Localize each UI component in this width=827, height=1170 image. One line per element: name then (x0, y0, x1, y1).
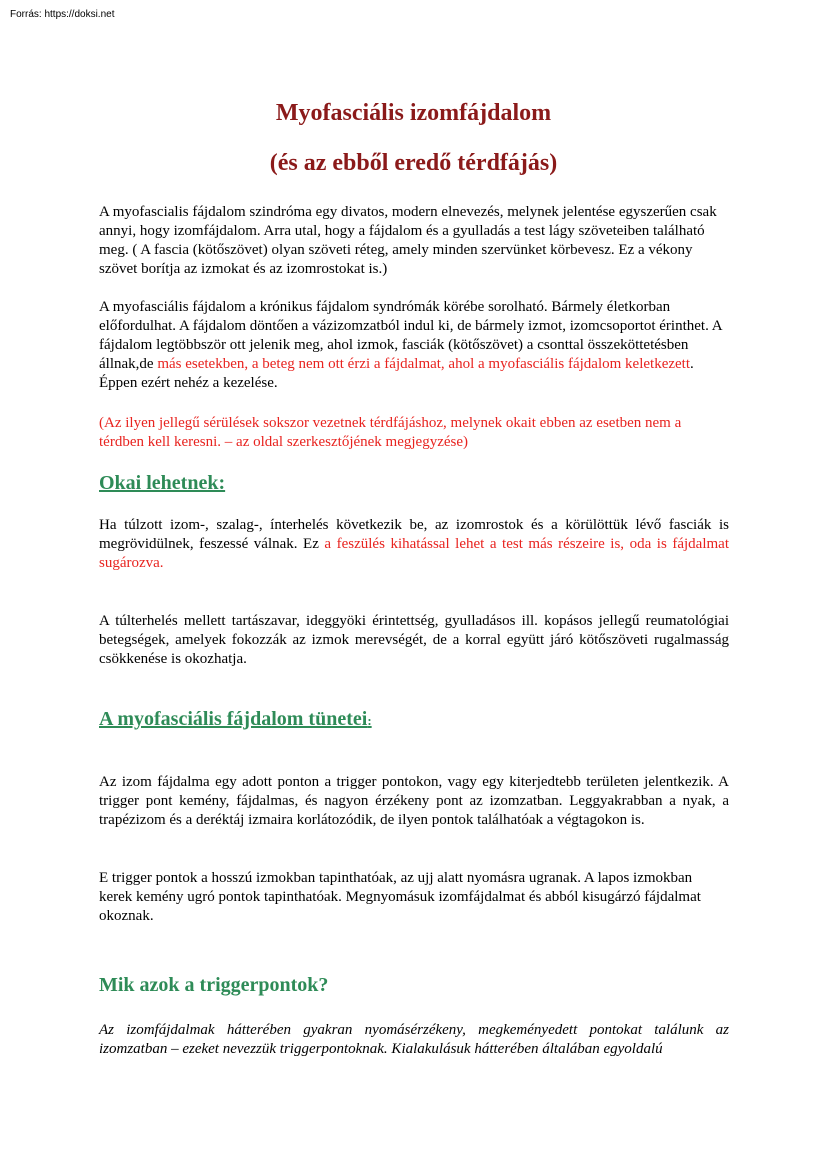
paragraph-chronic-end: . Éppen ezért nehéz a kezelése. (99, 356, 694, 391)
paragraph-causes (99, 516, 729, 573)
paragraph-intro: A myofascialis fájdalom szindróma egy divatos, modern elnevezés, melynek jelentése egyszerűen csak annyi, hogy izomfájdalom. Arra utal, hogy a fájdalom és a gyulladás a test lágy szöveteiben található meg. ( A fascia (kötőszövet) olyan szöveti réteg, amely minden szervünket körbevesz. Ez a vékony szövet borítja az izmokat és az izomrostokat is.) (99, 204, 717, 277)
page-title: Myofasciális izomfájdalom (275, 100, 552, 126)
paragraph-symptoms: Az izom fájdalma egy adott ponton a trigger pontokon, vagy egy kiterjedtebb területen jelentkezik. A trigger pont kemény, fájdalmas, és nagyon érzékeny pont az izomzatban. Leggyakrabban a nyak, a trapézizom és a deréktáj izmaira korlátozódik, de ilyen pontok találhatóak a végtagokon is. (99, 774, 729, 828)
paragraph-chronic (99, 298, 729, 393)
source-label: Forrás: https://doksi.net (10, 9, 115, 20)
paragraph-causes-highlight: a feszülés kihatással lehet a test más részeire is, oda is fájdalmat sugározva. (99, 536, 729, 571)
heading-what-are-triggers: Mik azok a triggerpontok? (99, 974, 329, 996)
page-subtitle: (és az ebből eredő térdfájás) (269, 150, 558, 176)
heading-symptoms (99, 708, 372, 731)
paragraph-triggers: Az izomfájdalmak hátterében gyakran nyomásérzékeny, megkeményedett pontokat találunk az izomzatban – ezeket nevezzük triggerpontoknak. Kialakulásuk hátterében általában egyoldalú (99, 1022, 729, 1057)
paragraph-trigger-points: E trigger pontok a hosszú izmokban tapinthatóak, az ujj alatt nyomásra ugranak. A lapos izmokban kerek kemény ugró pontok tapinthatóak. Megnyomásuk izomfájdalmat és abból kisugárzó fájdalmat okoznak. (99, 870, 701, 924)
paragraph-chronic-text: A myofasciális fájdalom a krónikus fájdalom syndrómák körébe sorolható. Bármely életkorban előfordulhat. A fájdalom döntően a vázizomzatból indul ki, de bármely izmot, izomcsoportot érinthet. A fájdalom legtöbbször ott jelenik meg, ahol izmok, fasciák (kötőszövet) a csonttal összeköttetésben állnak,de (99, 299, 722, 372)
editor-note: (Az ilyen jellegű sérülések sokszor vezetnek térdfájáshoz, melynek okait ebben az esetben nem a térdben kell keresni. – az oldal szerkesztőjének megjegyzése) (99, 415, 682, 450)
heading-symptoms-text: A myofasciális fájdalom tünetei (99, 708, 368, 730)
paragraph-causes-text: Ha túlzott izom-, szalag-, ínterhelés következik be, az izomrostok és a körülöttük lévő fasciák is megrövidülnek, feszessé válnak. Ez (99, 517, 729, 552)
heading-symptoms-colon: : (367, 713, 372, 728)
paragraph-overload: A túlterhelés mellett tartászavar, ideggyöki érintettség, gyulladásos ill. kopásos jellegű reumatológiai betegségek, amelyek fokozzák az izmok merevségét, de a korral együtt járó kötőszöveti rugalmasság csökkenése is okozhatja. (99, 613, 729, 667)
paragraph-chronic-highlight: más esetekben, a beteg nem ott érzi a fájdalmat, ahol a myofasciális fájdalom keletkezett (157, 356, 691, 372)
heading-causes: Okai lehetnek: (99, 472, 226, 494)
